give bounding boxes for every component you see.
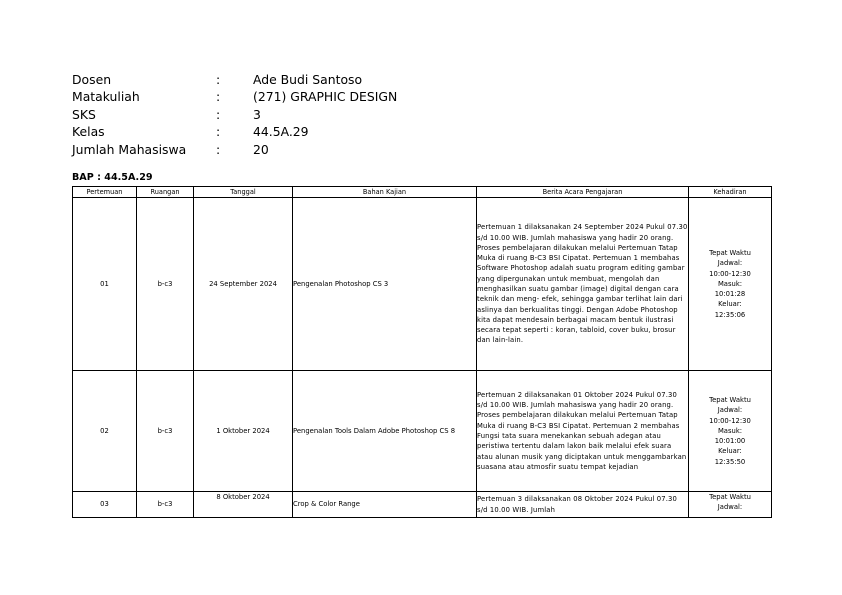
cell-bahan-kajian: Pengenalan Tools Dalam Adobe Photoshop CS 8 — [293, 371, 477, 492]
table-header-row — [73, 187, 772, 198]
cell-berita-acara: Pertemuan 2 dilaksanakan 01 Oktober 2024 Pukul 07.30 s/d 10.00 WIB. Jumlah mahasiswa yang hadir 20 orang. Proses pembelajaran dilakukan melalui Pertemuan Tatap Muka di ruang B-C3 BSI Cipatat. Pertemuan 2 membahas Fungsi tata suara menekankan sebuah adegan atau peristiwa tertentu dalam lakon baik melalui efek suara atau alunan musik yang diciptakan untuk menggambarkan suasana atau atmosfir suatu tempat kejadian — [477, 371, 689, 492]
kehadiran-keluar-value: 12:35:50 — [714, 457, 746, 466]
info-value: (271) GRAPHIC DESIGN — [253, 89, 398, 105]
kehadiran-status: Tepat Waktu — [709, 248, 751, 257]
kehadiran-keluar-label: Keluar: — [718, 300, 742, 309]
info-value: 44.5A.29 — [253, 124, 309, 140]
column-header-pertemuan: Pertemuan — [73, 187, 137, 198]
info-label: Jumlah Mahasiswa — [72, 141, 187, 157]
info-value: 20 — [253, 141, 269, 157]
kehadiran-masuk-label: Masuk: — [717, 279, 743, 288]
kehadiran-masuk-value: 10:01:00 — [714, 437, 746, 446]
info-label: Matakuliah — [72, 89, 140, 105]
cell-kehadiran — [689, 198, 772, 371]
info-label: Kelas — [72, 124, 105, 140]
kehadiran-status: Tepat Waktu — [709, 493, 751, 501]
column-header-bahan-kajian: Bahan Kajian — [293, 187, 477, 198]
kehadiran-status: Tepat Waktu — [709, 395, 751, 404]
kehadiran-jadwal-label: Jadwal: — [717, 259, 743, 268]
info-label: Dosen — [72, 72, 112, 87]
cell-pertemuan: 02 — [73, 371, 137, 492]
info-separator: : — [216, 106, 221, 122]
kehadiran-jadwal-label: Jadwal: — [717, 406, 743, 415]
info-value: Ade Budi Santoso — [253, 72, 363, 87]
table-row — [73, 371, 772, 492]
cell-kehadiran — [689, 492, 772, 518]
cell-pertemuan: 01 — [73, 198, 137, 371]
column-header-berita-acara: Berita Acara Pengajaran — [477, 187, 689, 198]
info-separator: : — [216, 89, 221, 105]
column-header-ruangan: Ruangan — [137, 187, 194, 198]
cell-ruangan: b-c3 — [137, 492, 194, 518]
kehadiran-jadwal-value: 10:00-12:30 — [709, 269, 751, 278]
column-header-kehadiran: Kehadiran — [689, 187, 772, 198]
kehadiran-keluar-label: Keluar: — [718, 447, 742, 456]
info-separator: : — [216, 72, 221, 87]
table-row — [73, 492, 772, 518]
cell-tanggal: 1 Oktober 2024 — [194, 371, 293, 492]
kehadiran-jadwal-label: Jadwal: — [717, 503, 743, 512]
cell-pertemuan: 03 — [73, 492, 137, 518]
cell-berita-acara: Pertemuan 3 dilaksanakan 08 Oktober 2024 Pukul 07.30 s/d 10.00 WIB. Jumlah — [477, 492, 689, 518]
bap-title: BAP : 44.5A.29 — [72, 172, 153, 183]
info-separator: : — [216, 124, 221, 140]
cell-berita-acara: Pertemuan 1 dilaksanakan 24 September 2024 Pukul 07.30 s/d 10.00 WIB. Jumlah mahasiswa yang hadir 20 orang. Proses pembelajaran dilakukan melalui Pertemuan Tatap Muka di ruang B-C3 BSI Cipatat. Pertemuan 1 membahas Software Photoshop adalah suatu program editing gambar yang dipergunakan untuk membuat, mengolah dan menghasilkan suatu gambar (image) digital dengan cara teknik dan meng- efek, sehingga gambar terlihat lain dari aslinya dan berkualitas tinggi. Dengan Adobe Photoshop kita dapat mendesain berbagai macam bentuk ilustrasi secara tepat seperti : koran, tabloid, cover buku, brosur dan lain-lain. — [477, 198, 689, 371]
info-value: 3 — [253, 106, 261, 122]
info-separator: : — [216, 141, 221, 157]
cell-tanggal: 24 September 2024 — [194, 198, 293, 371]
cell-bahan-kajian: Crop & Color Range — [293, 492, 477, 518]
cell-ruangan: b-c3 — [137, 198, 194, 371]
kehadiran-keluar-value: 12:35:06 — [714, 310, 746, 319]
kehadiran-masuk-value: 10:01:28 — [714, 290, 746, 299]
cell-bahan-kajian: Pengenalan Photoshop CS 3 — [293, 198, 477, 371]
cell-ruangan: b-c3 — [137, 371, 194, 492]
column-header-tanggal: Tanggal — [194, 187, 293, 198]
table-row — [73, 198, 772, 371]
kehadiran-jadwal-value: 10:00-12:30 — [709, 416, 751, 425]
bap-table — [72, 186, 772, 518]
info-label: SKS — [72, 106, 96, 122]
cell-kehadiran — [689, 371, 772, 492]
cell-tanggal: 8 Oktober 2024 — [194, 492, 293, 518]
kehadiran-masuk-label: Masuk: — [717, 426, 743, 435]
